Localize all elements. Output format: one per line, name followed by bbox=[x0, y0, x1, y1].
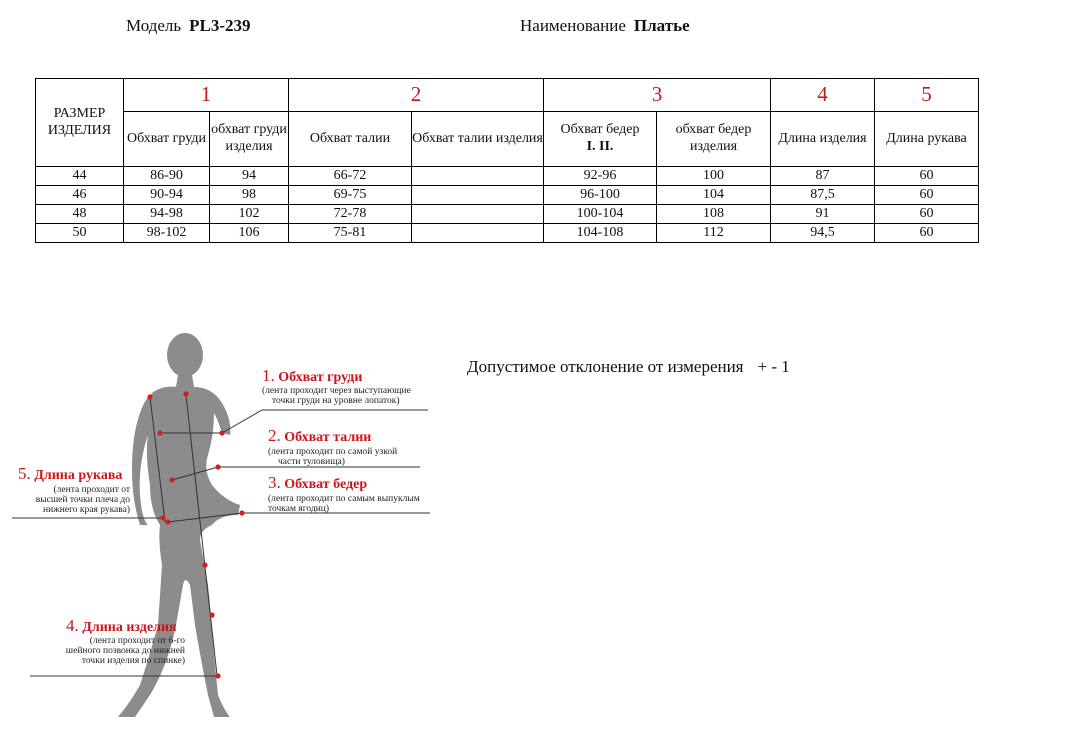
table-row bbox=[36, 167, 979, 186]
svg-text:(лента проходит от: (лента проходит от bbox=[53, 485, 130, 495]
chest-cell: 94-98 bbox=[124, 205, 210, 224]
hips-cell: 92-96 bbox=[544, 167, 657, 186]
sleeve-cell: 60 bbox=[875, 205, 979, 224]
chest-item-cell: 94 bbox=[210, 167, 289, 186]
size-cell: 48 bbox=[36, 205, 124, 224]
col-hips: Обхват бедер I. II. bbox=[544, 112, 657, 167]
hips-item-cell: 108 bbox=[657, 205, 771, 224]
chest-item-cell: 106 bbox=[210, 224, 289, 243]
svg-text:(лента проходит от 6-го: (лента проходит от 6-го bbox=[89, 636, 185, 646]
table-row bbox=[36, 186, 979, 205]
model-header bbox=[126, 16, 251, 36]
chest-item-cell: 98 bbox=[210, 186, 289, 205]
group-number-3: 3 bbox=[544, 79, 771, 112]
group-number-5: 5 bbox=[875, 79, 979, 112]
waist-cell: 66-72 bbox=[289, 167, 412, 186]
label-hips bbox=[268, 473, 420, 514]
tolerance-note bbox=[467, 357, 790, 377]
waist-item-cell bbox=[412, 167, 544, 186]
size-header: РАЗМЕР ИЗДЕЛИЯ bbox=[36, 79, 124, 167]
hips-item-cell: 104 bbox=[657, 186, 771, 205]
measurement-figure bbox=[0, 325, 470, 725]
length-cell: 87 bbox=[771, 167, 875, 186]
svg-text:1. Обхват груди: 1. Обхват груди bbox=[262, 366, 363, 385]
hips-item-cell: 100 bbox=[657, 167, 771, 186]
waist-item-cell bbox=[412, 205, 544, 224]
sleeve-cell: 60 bbox=[875, 186, 979, 205]
svg-text:точки изделия по спинке): точки изделия по спинке) bbox=[81, 656, 185, 666]
waist-item-cell bbox=[412, 224, 544, 243]
group-number-1: 1 bbox=[124, 79, 289, 112]
size-cell: 44 bbox=[36, 167, 124, 186]
model-label: Модель bbox=[126, 16, 182, 35]
length-cell: 91 bbox=[771, 205, 875, 224]
table-row bbox=[36, 224, 979, 243]
size-table bbox=[35, 78, 979, 243]
col-waist-item: Обхват талии изделия bbox=[412, 112, 544, 167]
waist-cell: 75-81 bbox=[289, 224, 412, 243]
chest-cell: 98-102 bbox=[124, 224, 210, 243]
group-number-4: 4 bbox=[771, 79, 875, 112]
name-label: Наименование bbox=[520, 16, 626, 35]
svg-text:нижнего края рукава): нижнего края рукава) bbox=[43, 505, 130, 515]
waist-cell: 69-75 bbox=[289, 186, 412, 205]
name-value: Платье bbox=[633, 16, 690, 35]
length-cell: 94,5 bbox=[771, 224, 875, 243]
svg-text:точкам ягодиц): точкам ягодиц) bbox=[268, 504, 330, 514]
tolerance-value: + - 1 bbox=[757, 357, 790, 376]
col-length: Длина изделия bbox=[771, 112, 875, 167]
hips-cell: 96-100 bbox=[544, 186, 657, 205]
col-chest-item: обхват груди изделия bbox=[210, 112, 289, 167]
table-row bbox=[36, 205, 979, 224]
svg-text:высшей точки плеча до: высшей точки плеча до bbox=[35, 495, 130, 505]
chest-cell: 90-94 bbox=[124, 186, 210, 205]
svg-text:3. Обхват бедер: 3. Обхват бедер bbox=[268, 473, 368, 492]
label-sleeve bbox=[18, 464, 131, 515]
sleeve-cell: 60 bbox=[875, 224, 979, 243]
group-number-2: 2 bbox=[289, 79, 544, 112]
svg-text:(лента проходит через выступаю: (лента проходит через выступающие bbox=[262, 386, 411, 396]
size-cell: 46 bbox=[36, 186, 124, 205]
col-hips-note: I. II. bbox=[586, 139, 614, 154]
label-chest bbox=[262, 366, 411, 406]
svg-text:(лента проходит по самой узкой: (лента проходит по самой узкой bbox=[268, 447, 398, 457]
col-hips-item: обхват бедер изделия bbox=[657, 112, 771, 167]
label-length bbox=[66, 616, 185, 666]
label-waist bbox=[268, 426, 397, 467]
svg-text:шейного позвонка до нижней: шейного позвонка до нижней bbox=[65, 646, 185, 656]
model-value: PL3-239 bbox=[189, 16, 251, 35]
hips-cell: 104-108 bbox=[544, 224, 657, 243]
waist-cell: 72-78 bbox=[289, 205, 412, 224]
svg-text:части туловища): части туловища) bbox=[278, 457, 345, 467]
svg-text:точки груди на уровне лопаток): точки груди на уровне лопаток) bbox=[272, 396, 400, 406]
chest-item-cell: 102 bbox=[210, 205, 289, 224]
tolerance-text: Допустимое отклонение от измерения bbox=[467, 357, 744, 376]
waist-item-cell bbox=[412, 186, 544, 205]
name-header bbox=[520, 16, 690, 36]
svg-text:(лента проходит по самым выпук: (лента проходит по самым выпуклым bbox=[268, 494, 420, 504]
svg-text:5. Длина рукава: 5. Длина рукава bbox=[18, 464, 123, 483]
chest-cell: 86-90 bbox=[124, 167, 210, 186]
size-cell: 50 bbox=[36, 224, 124, 243]
length-cell: 87,5 bbox=[771, 186, 875, 205]
col-waist: Обхват талии bbox=[289, 112, 412, 167]
col-chest: Обхват груди bbox=[124, 112, 210, 167]
svg-text:2. Обхват талии: 2. Обхват талии bbox=[268, 426, 372, 445]
hips-cell: 100-104 bbox=[544, 205, 657, 224]
hips-item-cell: 112 bbox=[657, 224, 771, 243]
sleeve-cell: 60 bbox=[875, 167, 979, 186]
col-sleeve: Длина рукава bbox=[875, 112, 979, 167]
svg-text:4. Длина изделия: 4. Длина изделия bbox=[66, 616, 177, 635]
